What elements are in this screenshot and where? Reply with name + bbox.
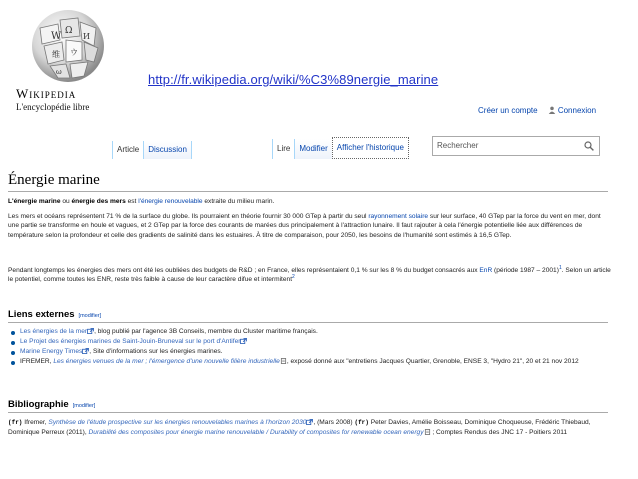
svg-text:ω: ω [56,68,62,76]
paragraph-budgets [8,266,611,285]
section-divider [8,322,608,323]
external-link[interactable]: Les énergies venues de la mer ; l'émergence d'une nouvelle filière industrielle [53,358,280,365]
heading-bibliography [8,399,95,410]
external-link[interactable]: Les énergies de la mer [20,328,88,335]
logo-title: Wikipedia [16,86,77,101]
section-divider [8,412,608,413]
edit-section-link[interactable]: [modifier] [72,403,96,409]
reference-2[interactable]: 2 [292,274,295,281]
text: sur leur surface, 40 GTep par la force du vent en mer, dont une partie se transforme en houle et vagues, et 2 GTep par la force des courants de marées dus principalement à l'attraction lunaire. Il faut rajouter à cela l'énergie potentielle liée aux différences de température selon la profondeur et celle des gradients de salinité dans les estuaires. À titre de comparaison, pour 2050, les besoins de l'humanité sont estimés à 16,5 GTep. [8,213,601,239]
bold-term: L'énergie marine [8,198,61,205]
svg-text:И: И [83,32,90,41]
tab-read[interactable]: Lire [272,139,294,159]
text: , blog publié par l'agence 3B Conseils, membre du Cluster maritime français. [94,328,318,335]
bold-term: énergie des mers [71,198,126,205]
document-icon [280,358,287,364]
text: ou [60,198,72,205]
search-icon[interactable] [584,141,594,151]
text: . Selon un article le potentiel, comme toutes les ENR, reste très faible à cause de leur caractère difue et intermitent [8,267,611,284]
text: ; Comptes Rendus des JNC 17 - Poitiers 2011 [430,429,568,436]
language-tag: (fr) [354,419,369,426]
reference-1[interactable]: 1 [558,265,562,271]
tab-edit[interactable]: Modifier [294,139,331,159]
link-enr[interactable]: EnR [479,267,493,274]
heading-text: Liens externes [8,309,75,320]
text: extraite du milieu marin. [202,198,275,205]
list-item [8,337,611,347]
external-link[interactable]: Synthèse de l'étude prospective sur les énergies renouvelables marines à l'horizon 2030 [48,419,307,426]
heading-text: Bibliographie [8,399,69,410]
login-link[interactable]: Connexion [557,106,597,115]
link-energie-renouvelable[interactable]: l'énergie renouvelable [138,198,203,205]
namespace-tabs [112,139,192,159]
bibliography-paragraph [8,418,611,438]
external-link[interactable]: Durabilité des composites pour énergie marine renouvelable / Durability of composites for renewable ocean energy [88,429,424,436]
personal-tools [478,106,596,115]
svg-text:维: 维 [52,50,60,59]
view-tabs [272,137,409,159]
tab-history[interactable]: Afficher l'historique [332,137,409,159]
intro-paragraph [8,197,611,206]
text: Pendant longtemps les énergies des mers ont été les oubliées des budgets de R&D ; en France, elles représentaient 0,1 % sur les 8 % du budget consacrés aux [8,267,480,274]
text: , (Mars 2008) [313,419,355,426]
text: IFREMER, [20,358,54,365]
page-title: Énergie marine [8,172,100,188]
logo-subtitle: L'encyclopédie libre [16,102,90,112]
page-url[interactable]: http://fr.wikipedia.org/wiki/%C3%89nergie_marine [148,72,439,87]
text: est [125,198,139,205]
wikipedia-logo[interactable] [10,6,128,114]
create-account-link[interactable]: Créer un compte [478,106,538,115]
text: Les mers et océans représentent 71 % de la surface du globe. Ils pourraient en théorie fournir 30 000 GTep à partir du seul [8,213,369,220]
user-icon [548,106,556,114]
text: Peter Davies, Amélie Boisseau, Dominique Choqueuse, Frédéric Thiebaud, Dominique Perreux (2011), [8,419,591,436]
text: Ifremer, [22,419,49,426]
list-item [8,347,611,357]
tab-discussion[interactable]: Discussion [143,141,192,159]
list-item [8,327,611,337]
tab-article[interactable]: Article [112,141,143,159]
paragraph-oceans [8,212,611,240]
external-link[interactable]: Marine Energy Times [20,348,83,355]
svg-text:W: W [51,31,62,42]
text: , exposé donné aux "entretiens Jacques Quartier, Grenoble, ENSE 3, "Hydro 21", 20 et 21 nov 2012 [286,358,579,365]
link-rayonnement-solaire[interactable]: rayonnement solaire [368,213,429,220]
title-divider [8,191,608,192]
text: (période 1987 – 2001) [492,267,559,274]
document-icon [424,429,431,435]
search-input[interactable]: Rechercher [432,136,600,156]
text: , Site d'informations sur les énergies marines. [89,348,223,355]
svg-text:Ω: Ω [65,26,73,36]
external-links-list [8,327,611,367]
language-tag: (fr) [8,419,23,426]
external-link[interactable]: Le Projet des énergies marines de Saint-Jouin-Bruneval sur le port d'Antifer [20,338,241,345]
edit-section-link[interactable]: [modifier] [78,313,102,319]
external-link-icon [240,338,247,344]
svg-text:ウ: ウ [70,48,78,57]
list-item [8,357,611,367]
heading-external-links [8,309,101,320]
